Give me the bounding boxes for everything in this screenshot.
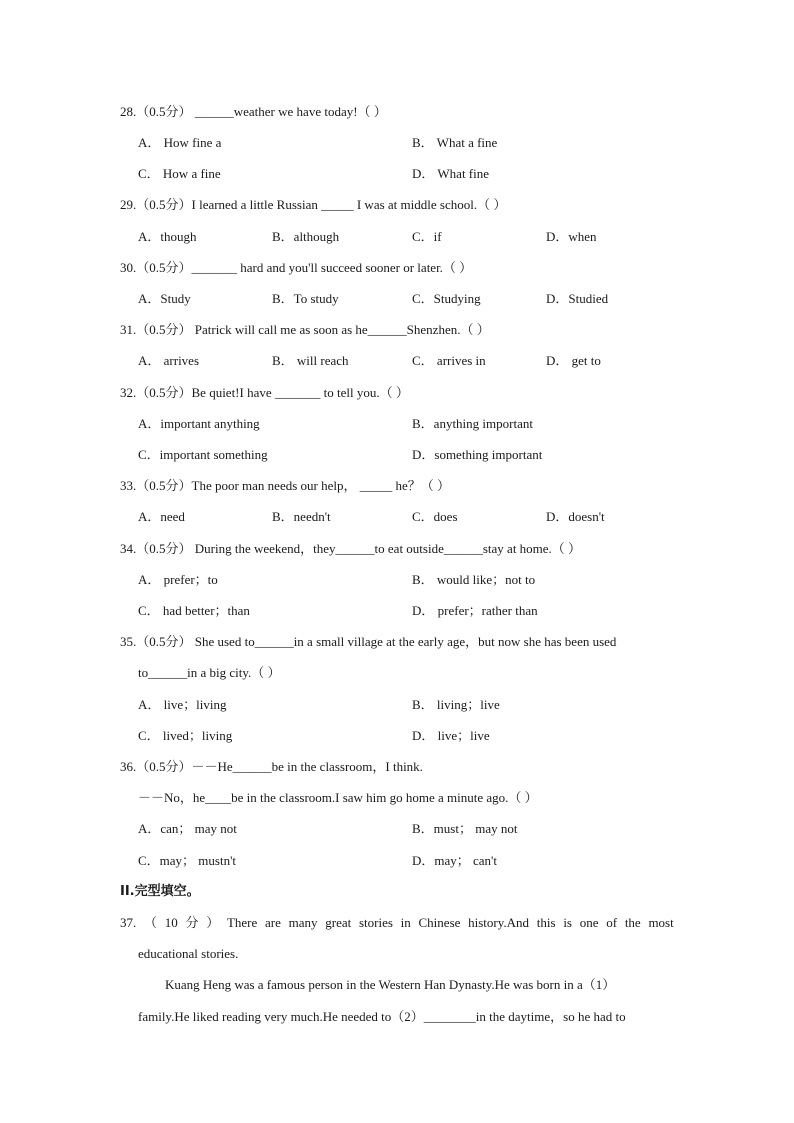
question-33-option-b: B．needn't: [272, 509, 331, 524]
question-32-option-a: A．important anything: [138, 416, 260, 431]
question-29-option-d: D．when: [546, 229, 597, 244]
question-35-option-d: D． live；live: [412, 728, 490, 743]
question-30-option-d: D．Studied: [546, 291, 609, 306]
question-29-option-c: C．if: [412, 229, 442, 244]
question-28-option-b: B． What a fine: [412, 135, 498, 150]
q37-word: ）: [206, 915, 220, 930]
question-33-option-a: A．need: [138, 509, 185, 524]
q37-word: （: [143, 915, 157, 930]
question-28-option-d: D． What fine: [412, 166, 490, 181]
q37-word: of: [606, 915, 618, 930]
q37-word: Chinese: [418, 915, 461, 930]
q37-word: in: [400, 915, 411, 930]
section-title-cloze: II.完型填空。: [120, 884, 200, 899]
question-36-option-b: B．must； may not: [412, 821, 518, 836]
question-28-stem: 28.（0.5分） ______weather we have today!（ ）: [120, 104, 387, 119]
q37-word: is: [563, 915, 572, 930]
question-37-stem-line2: educational stories.: [138, 946, 239, 961]
question-37-stem-line1: [120, 914, 674, 932]
question-34-option-d: D． prefer；rather than: [412, 603, 538, 618]
question-35-option-c: C． lived；living: [138, 728, 233, 743]
question-29-option-b: B．although: [272, 229, 340, 244]
q37-word: one: [579, 915, 599, 930]
question-28-option-c: C． How a fine: [138, 166, 221, 181]
q37-word: most: [648, 915, 674, 930]
passage-line-2: family.He liked reading very much.He needed to（2）________in the daytime，so he had to: [138, 1009, 626, 1024]
question-36-stem-line1: 36.（0.5分）－－He______be in the classroom，I think.: [120, 759, 423, 774]
question-30-option-b: B．To study: [272, 291, 339, 306]
question-30-stem: 30.（0.5分）_______ hard and you'll succeed sooner or later.（ ）: [120, 260, 473, 275]
question-34-stem: 34.（0.5分） During the weekend，they______to eat outside______stay at home.（ ）: [120, 541, 582, 556]
q37-word: There: [226, 915, 258, 930]
question-34-option-b: B． would like；not to: [412, 572, 536, 587]
question-32-stem: 32.（0.5分）Be quiet!I have _______ to tell you.（ ）: [120, 385, 409, 400]
question-36-option-c: C．may； mustn't: [138, 853, 237, 868]
question-32-option-c: C．important something: [138, 447, 268, 462]
q37-word: many: [288, 915, 318, 930]
question-32-option-d: D．something important: [412, 447, 543, 462]
question-31-option-c: C． arrives in: [412, 353, 486, 368]
q37-word: 分: [185, 915, 199, 930]
question-33-option-d: D．doesn't: [546, 509, 605, 524]
question-30-option-c: C．Studying: [412, 291, 481, 306]
question-33-option-c: C．does: [412, 509, 458, 524]
question-35-option-a: A． live；living: [138, 697, 227, 712]
question-31-option-d: D． get to: [546, 353, 601, 368]
question-35-option-b: B． living；live: [412, 697, 500, 712]
question-31-option-a: A． arrives: [138, 353, 200, 368]
q37-word: are: [265, 915, 281, 930]
passage-line-1: Kuang Heng was a famous person in the Western Han Dynasty.He was born in a（1）: [165, 977, 616, 992]
question-30-option-a: A．Study: [138, 291, 191, 306]
question-36-stem-line2: －－No，he____be in the classroom.I saw him go home a minute ago.（ ）: [138, 790, 538, 805]
question-29-stem: 29.（0.5分）I learned a little Russian _____ I was at middle school.（ ）: [120, 197, 507, 212]
q37-word: great: [325, 915, 352, 930]
question-32-option-b: B．anything important: [412, 416, 533, 431]
question-36-option-d: D．may； can't: [412, 853, 498, 868]
question-36-option-a: A．can； may not: [138, 821, 237, 836]
question-31-stem: 31.（0.5分） Patrick will call me as soon as he______Shenzhen.（ ）: [120, 322, 490, 337]
question-35-stem-line2: to______in a big city.（ ）: [138, 665, 281, 680]
question-34-option-c: C． had better；than: [138, 603, 250, 618]
q37-word: this: [536, 915, 556, 930]
q37-word: history.And: [468, 915, 530, 930]
q37-word: 37.: [120, 915, 137, 930]
q37-word: the: [624, 915, 641, 930]
question-31-option-b: B． will reach: [272, 353, 349, 368]
q37-word: 10: [164, 915, 178, 930]
q37-word: stories: [358, 915, 393, 930]
question-28-option-a: A． How fine a: [138, 135, 222, 150]
question-29-option-a: A．though: [138, 229, 197, 244]
question-33-stem: 33.（0.5分）The poor man needs our help， _____ he？（ ）: [120, 478, 451, 493]
question-35-stem-line1: 35.（0.5分） She used to______in a small village at the early age，but now she has been used: [120, 634, 617, 649]
question-34-option-a: A． prefer；to: [138, 572, 218, 587]
